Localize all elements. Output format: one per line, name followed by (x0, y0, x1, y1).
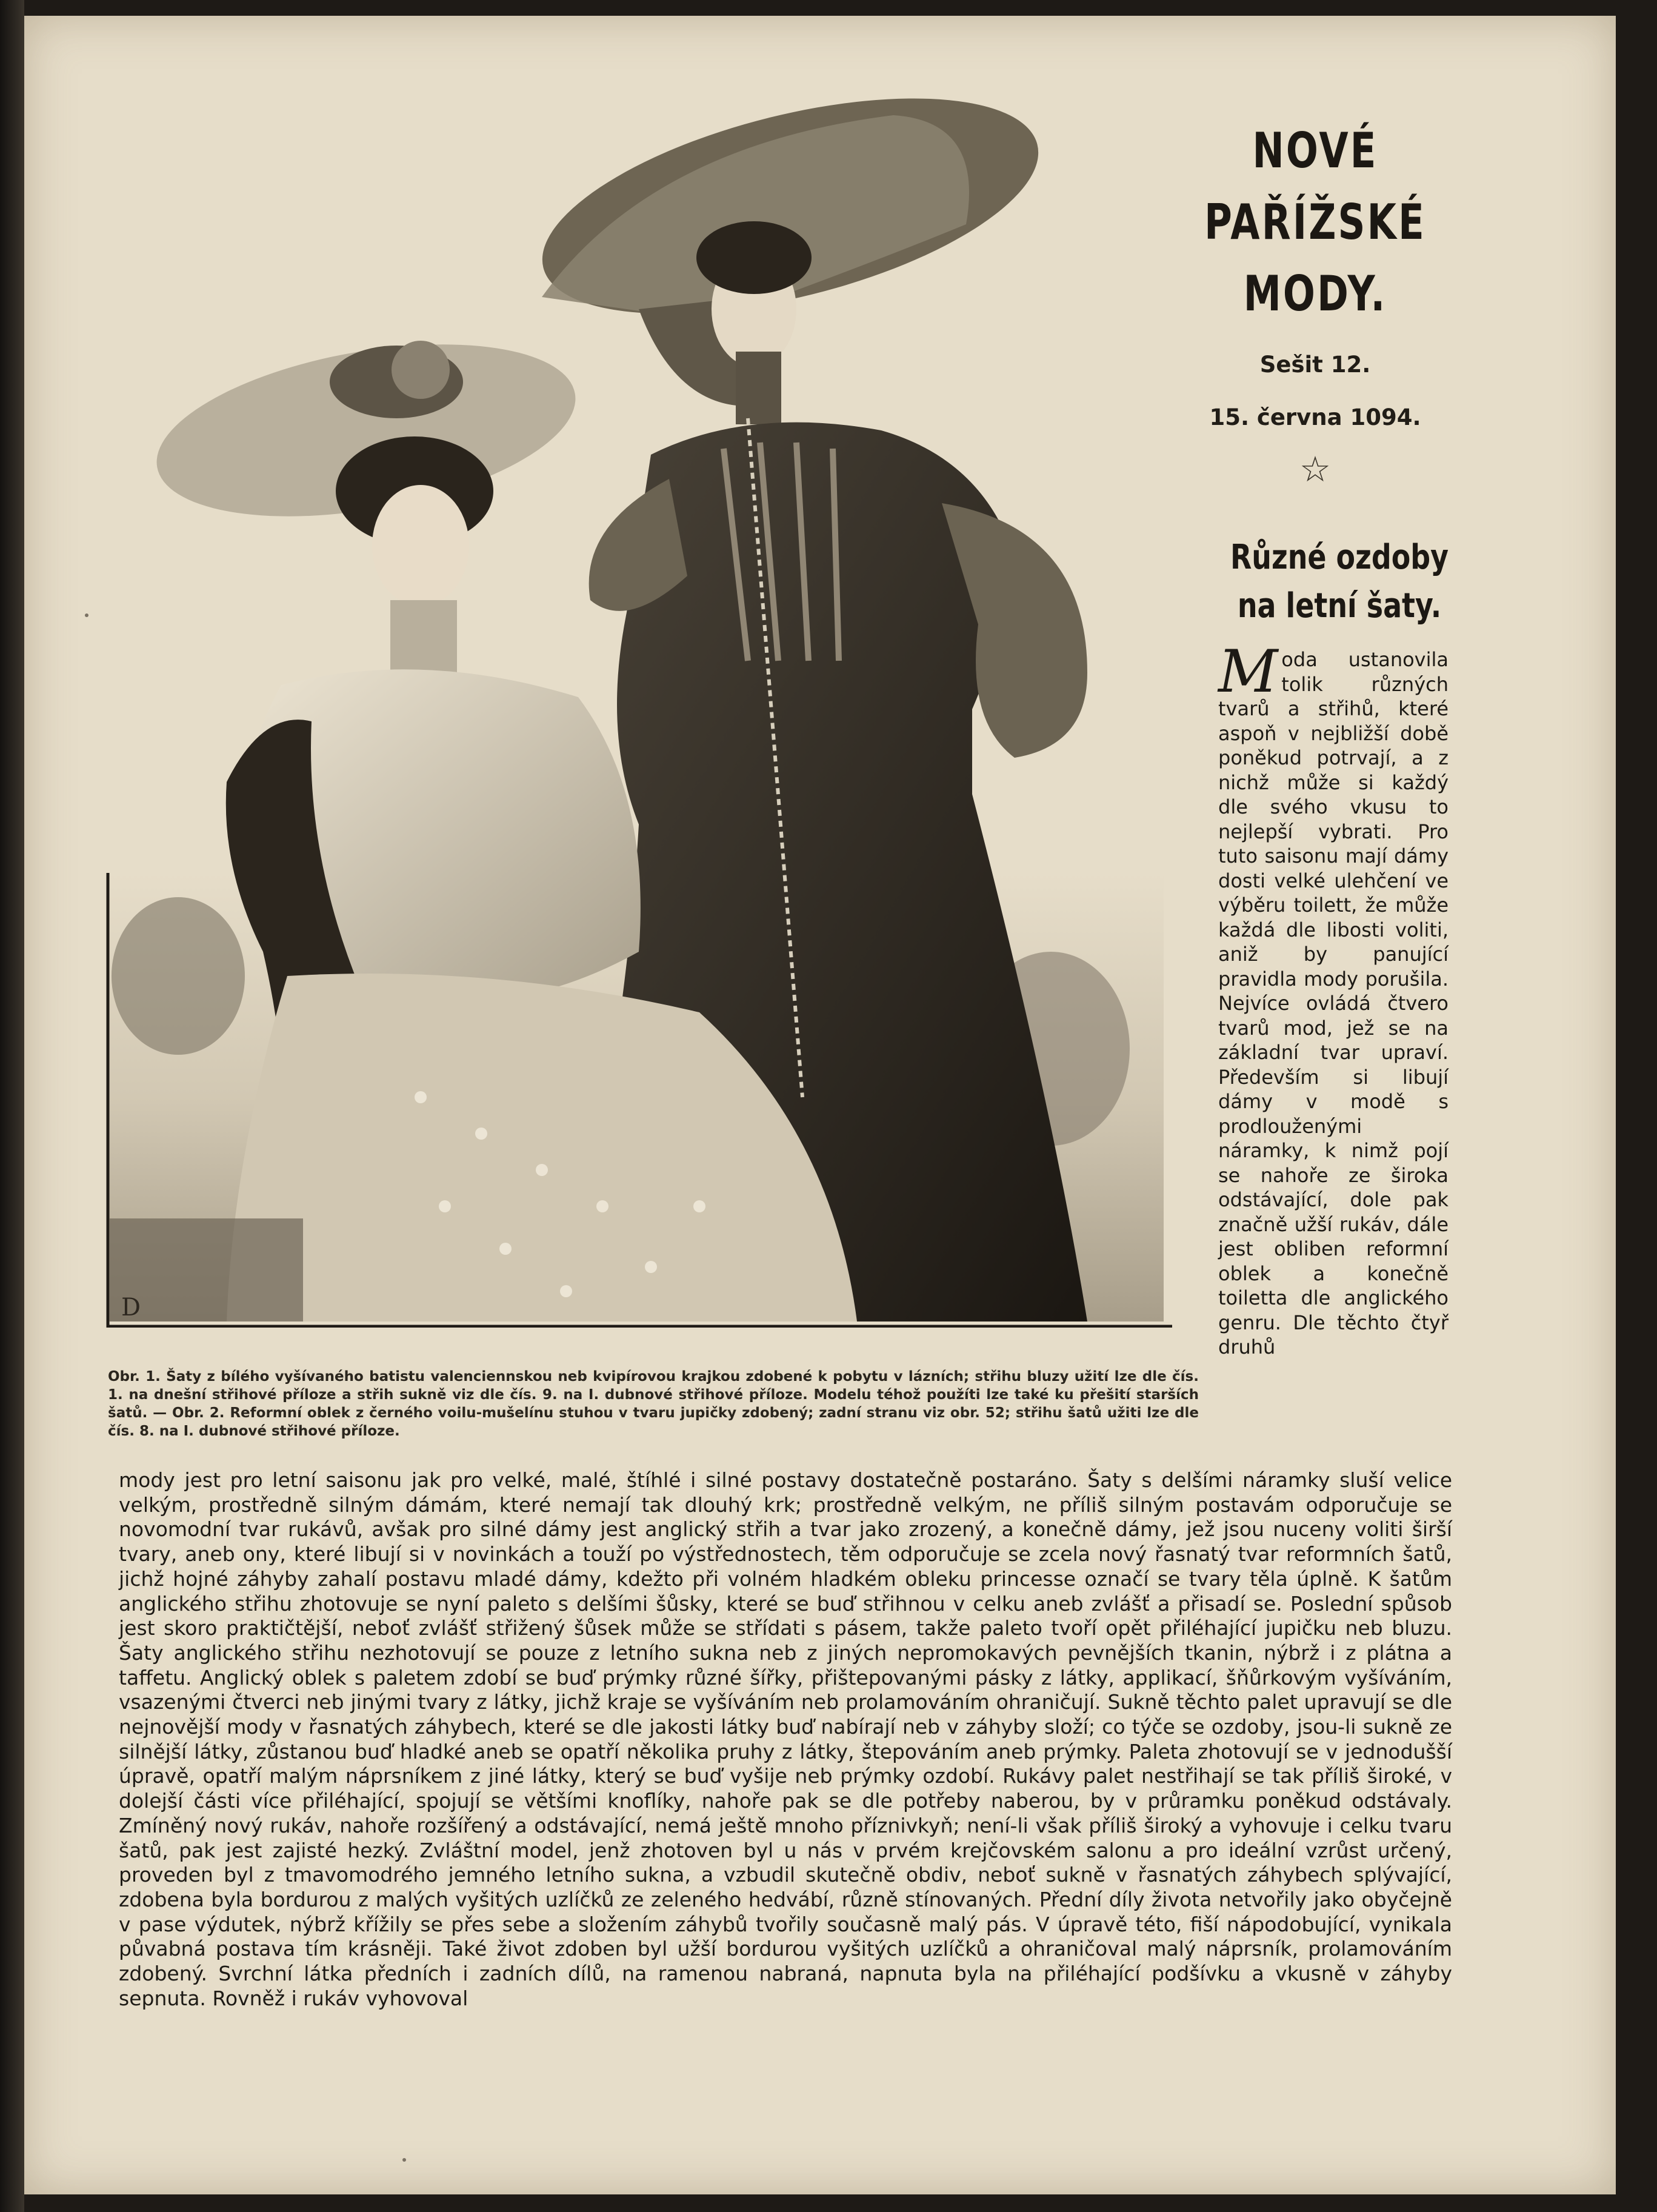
issue-number: Sešit 12. (1259, 352, 1371, 378)
article-body-text: mody jest pro letní saisonu jak pro velké, malé, štíhlé i silné postavy dostatečně postaráno. Šaty s delšími náramky sluší velice velkým, prostředně silným dámám, které nemají tak dlouhý krk; prostředně velkým, ne příliš silným postavám odporučuje se novomodní tvar rukávů, avšak pro silné dámy jest anglický střih a tvar jako zrozený, a konečně dámy, jež jsou nuceny voliti širší tvary, aneb ony, které libují si v novinkách a touží po výstřednostech, těm odporučuje se zcela nový řasnatý tvar reformních šatů, jichž hojné záhyby zahalí postavu mladé dámy, kdežto při volném hladkém obleku princesse označí se tvary těla úplně. K šatům anglického střihu zhotovuje se nyní paleto s delšími šůsky, které se buď střihnou v celku aneb zvlášť a přisadí se. Poslední spůsob jest skoro praktičtější, neboť zvlášť střižený šůsek může se střídati s pásem, takže paleto tvoří opět přiléhající jupičku neb bluzu. Šaty anglického střihu nezhotovují se pouze z letního sukna neb z jiných nepromokavých pevnějších tkanin, nýbrž i z plátna a taffetu. Anglický oblek s paletem zdobí se buď prýmky různé šířky, přištepovanými pásky z látky, applikací, šňůrkovým vyšíváním, vsazenými čtverci neb jinými tvary z látky, jichž kraje se vyšíváním neb prolamováním ohraničují. Sukně těchto palet upravují se dle nejnovější mody v řasnatých záhybech, které se dle jakosti látky buď nabírají neb v záhyby složí; co týče se ozdoby, jsou-li sukně ze silnější látky, zůstanou buď hladké aneb se opatří několika pruhy z látky, štepováním aneb prýmky. Paleta zhotovují se v jednodušší úpravě, opatří malým náprsníkem z jiné látky, který se buď vyšije neb prýmky ozdobí. Rukávy palet nestřihají se tak příliš široké, v dolejší části více přiléhající, spojují se většími knoflíky, nahoře pak se dle potřeby naberou, by v průramku poněkud odstávaly. Zmíněný nový rukáv, nahoře rozšířený a odstávající, nemá ještě mnoho příznivkyň; není-li však příliš široký a vyhovuje i celku tvaru šatů, pak jest zajisté hezký. Zvláštní model, jenž zhotoven byl u nás v prvém krejčovském salonu a pro ideální vzrůst určený, proveden byl z tmavomodrého jemného letního sukna, a vzbudil skutečně obdiv, neboť sukně v řasnatých záhybech splývající, zdobena byla bordurou z malých vyšitých uzlíčků ze zeleného hedvábí, různě stínovaných. Přední díly života netvořily jako obyčejně v pase výdutek, nýbrž křížily se přes sebe a složením záhybů tvořily současně malý pás. V úpravě této, fiší nápodobující, vynikala půvabná postava tím krásněji. Také život zdoben byl užší bordurou vyšitých uzlíčků a ohraničoval malý náprsník, prolamováním zdobený. Svrchní látka předních i zadních dílů, na ramenou nabraná, napnuta byla na přiléhající podšívku a vkusně v záhyby sepnuta. Rovněž i rukáv vyhovoval (119, 1468, 1452, 2010)
artist-signature: D (121, 1294, 141, 1322)
article-title: Různé ozdoby na letní šaty. (1230, 538, 1449, 626)
masthead-title-line2: PAŘÍŽSKÉ MODY. (1204, 194, 1426, 322)
page-speck (402, 2158, 406, 2162)
masthead-title-line1: NOVÉ (1252, 122, 1378, 179)
fashion-illustration (105, 67, 1172, 1328)
masthead (1121, 115, 1509, 490)
article-column-text (1218, 638, 1449, 1360)
issue-date: 15. června 1094. (1209, 404, 1421, 430)
star-ornament: ☆ (1299, 449, 1331, 490)
figure-caption: Obr. 1. Šaty z bílého vyšívaného batistu valenciennskou neb kvipírovou krajkou zdobené k pobytu v lázních; střihu bluzy užití lze dle čís. 1. na dnešní střihové příloze a střih sukně viz dle čís. 9. na I. dubnové střihové příloze. Modelu téhož použíti lze také ku přešití starších šatů. — Obr. 2. Reformní oblek z černého voilu-mušelínu stuhou v tvaru jupičky zdobený; zadní stranu viz obr. 52; střihu šatů užiti lze dle čís. 8. na I. dubnové střihové příloze. (108, 1369, 1199, 1439)
foliage-left (112, 897, 245, 1055)
drop-cap: M (1218, 638, 1278, 706)
column-paragraph: oda ustanovila tolik různých tvarů a střihů, které aspoň v nejbližší době poněkud potrvají, a z nichž může si každý dle svého vkusu to nejlepší vybrati. Pro tuto saisonu mají dámy dosti velké ulehčení ve výběru toilett, že může každá dle libosti voliti, aniž by panující pravidla mody porušila. Nejvíce ovládá čtvero tvarů mod, jež se na základní tvar upraví. Především si libují dámy v modě s prodlouženými náramky, k nimž pojí se nahoře ze široka odstávající, dole pak značně užší rukáv, dále jest obliben reformní oblek a konečně toiletta dle anglického genru. Dle těchto čtyř druhů (1218, 648, 1449, 1358)
page-speck (85, 613, 88, 617)
book-spine (0, 0, 24, 2212)
